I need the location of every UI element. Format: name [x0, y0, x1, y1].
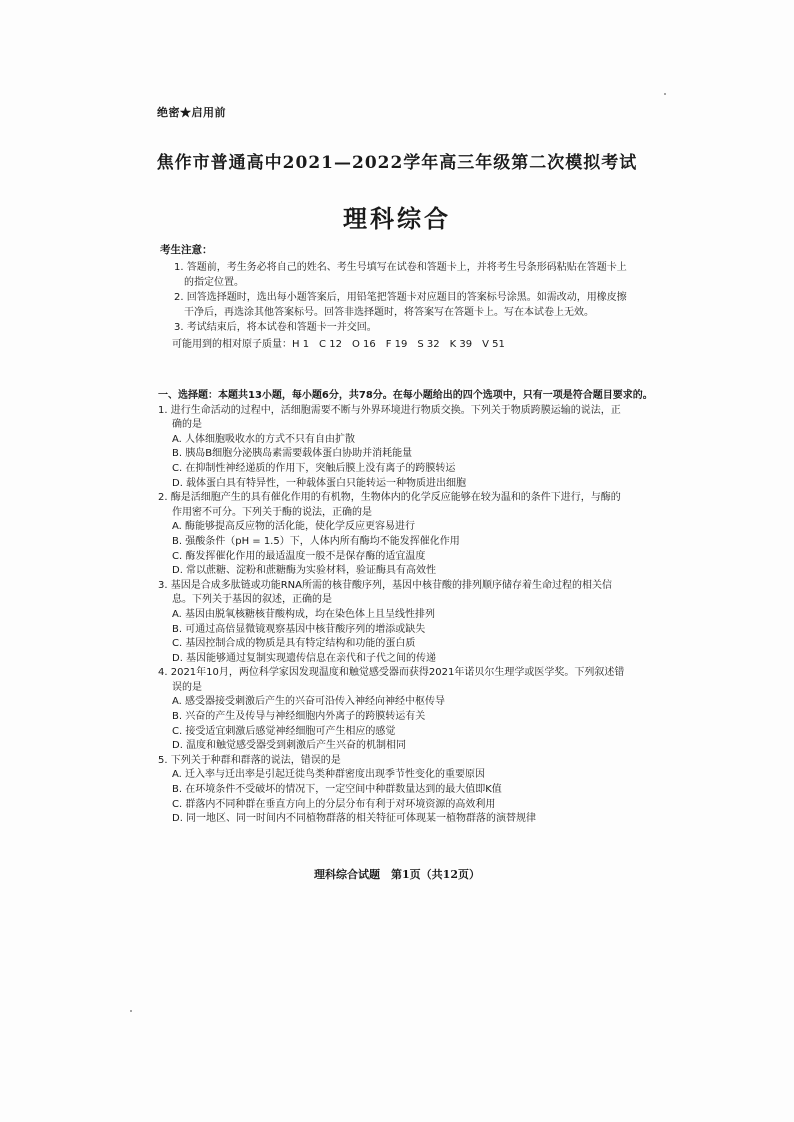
subject-title: 理科综合	[343, 204, 451, 233]
option-d: D. 载体蛋白具有特异性，一种载体蛋白只能转运一种物质进出细胞	[172, 477, 467, 489]
notice-item-text: 3. 考试结束后，将本试卷和答题卡一并交回。	[174, 322, 377, 333]
notice-item-continuation: 的指定位置。	[184, 277, 244, 288]
option-a: A. 人体细胞吸收水的方式不只有自由扩散	[172, 433, 356, 445]
notice-item-text: 1. 答题前，考生务必将自己的姓名、考生号填写在试卷和答题卡上，并将考生号条形码粘贴在答题卡上	[174, 262, 627, 273]
section-heading: 一、选择题：本题共13小题，每小题6分，共78分。在每小题给出的四个选项中，只有一项是符合题目要求的。	[158, 390, 653, 401]
notice-item-continuation: 干净后，再选涂其他答案标号。回答非选择题时，将答案写在答题卡上。写在本试卷上无效。	[184, 307, 594, 318]
option-a: A. 迁入率与迁出率是引起迁徙鸟类种群密度出现季节性变化的重要原因	[172, 769, 486, 781]
notice-item	[160, 290, 660, 320]
option-c: C. 在抑制性神经递质的作用下，突触后膜上没有离子的跨膜转运	[172, 462, 456, 474]
question-stem: 1. 进行生命活动的过程中，活细胞需要不断与外界环境进行物质交换。下列关于物质跨膜运输的说法，正	[158, 404, 621, 416]
question-stem-continuation: 误的是	[172, 681, 202, 693]
option-a: A. 感受器接受刺激后产生的兴奋可沿传入神经向神经中枢传导	[172, 696, 446, 708]
exam-notice	[160, 243, 660, 352]
notice-item	[160, 320, 660, 335]
question-2	[158, 491, 663, 579]
question-stem-continuation: 作用密不可分。下列关于酶的说法，正确的是	[172, 506, 372, 518]
option-c: C. 酶发挥催化作用的最适温度一般不是保存酶的适宜温度	[172, 550, 426, 562]
question-3	[158, 579, 663, 667]
atomic-masses: 可能用到的相对原子质量：H 1 C 12 O 16 F 19 S 32 K 39 V 51	[172, 339, 505, 350]
option-d: D. 同一地区、同一时间内不同植物群落的相关特征可体现某一植物群落的演替规律	[172, 813, 537, 825]
notice-item	[160, 260, 660, 290]
scan-speck	[664, 93, 666, 95]
scan-speck	[130, 1010, 132, 1012]
option-d: D. 基因能够通过复制实现遗传信息在亲代和子代之间的传递	[172, 652, 437, 664]
option-b: B. 胰岛B细胞分泌胰岛素需要载体蛋白协助并消耗能量	[172, 448, 413, 460]
page-footer: 理科综合试题 第1页（共12页）	[314, 868, 480, 881]
option-c: C. 群落内不同种群在垂直方向上的分层分布有利于对环境资源的高效利用	[172, 798, 496, 810]
notice-item-text: 2. 回答选择题时，选出每小题答案后，用铅笔把答题卡对应题目的答案标号涂黑。如需改动，用橡皮擦	[174, 292, 627, 303]
exam-title: 焦作市普通高中2021—2022学年高三年级第二次模拟考试	[156, 153, 638, 173]
option-d: D. 常以蔗糖、淀粉和蔗糖酶为实验材料，验证酶具有高效性	[172, 565, 437, 577]
question-stem: 4. 2021年10月，两位科学家因发现温度和触觉感受器而获得2021年诺贝尔生理学或医学奖。下列叙述错	[158, 667, 625, 679]
question-1	[158, 404, 663, 492]
question-stem: 3. 基因是合成多肽链或功能RNA所需的核苷酸序列，基因中核苷酸的排列顺序储存着生命过程的相关信	[158, 579, 612, 591]
option-a: A. 酶能够提高反应物的活化能，使化学反应更容易进行	[172, 521, 416, 533]
option-b: B. 强酸条件（pH = 1.5）下，人体内所有酶均不能发挥催化作用	[172, 535, 460, 547]
question-4	[158, 666, 663, 754]
question-stem: 5. 下列关于种群和群落的说法，错误的是	[158, 754, 341, 766]
option-c: C. 基因控制合成的物质是具有特定结构和功能的蛋白质	[172, 638, 416, 650]
confidential-mark: 绝密★启用前	[157, 106, 226, 119]
option-d: D. 温度和触觉感受器受到刺激后产生兴奋的机制相同	[172, 740, 407, 752]
option-b: B. 在环境条件不受破坏的情况下，一定空间中种群数量达到的最大值即K值	[172, 784, 502, 796]
option-b: B. 可通过高倍显微镜观察基因中核苷酸序列的增添或缺失	[172, 623, 426, 635]
question-5	[158, 754, 663, 827]
option-c: C. 接受适宜刺激后感觉神经细胞可产生相应的感觉	[172, 725, 396, 737]
question-stem-continuation: 息。下列关于基因的叙述，正确的是	[172, 594, 332, 606]
option-b: B. 兴奋的产生及传导与神经细胞内外离子的跨膜转运有关	[172, 711, 426, 723]
notice-heading: 考生注意：	[160, 244, 213, 256]
question-stem: 2. 酶是活细胞产生的具有催化作用的有机物，生物体内的化学反应能够在较为温和的条件下进行，与酶的	[158, 492, 621, 504]
question-list	[158, 389, 663, 827]
option-a: A. 基因由脱氧核糖核苷酸构成，均在染色体上且呈线性排列	[172, 608, 436, 620]
question-stem-continuation: 确的是	[172, 419, 202, 431]
